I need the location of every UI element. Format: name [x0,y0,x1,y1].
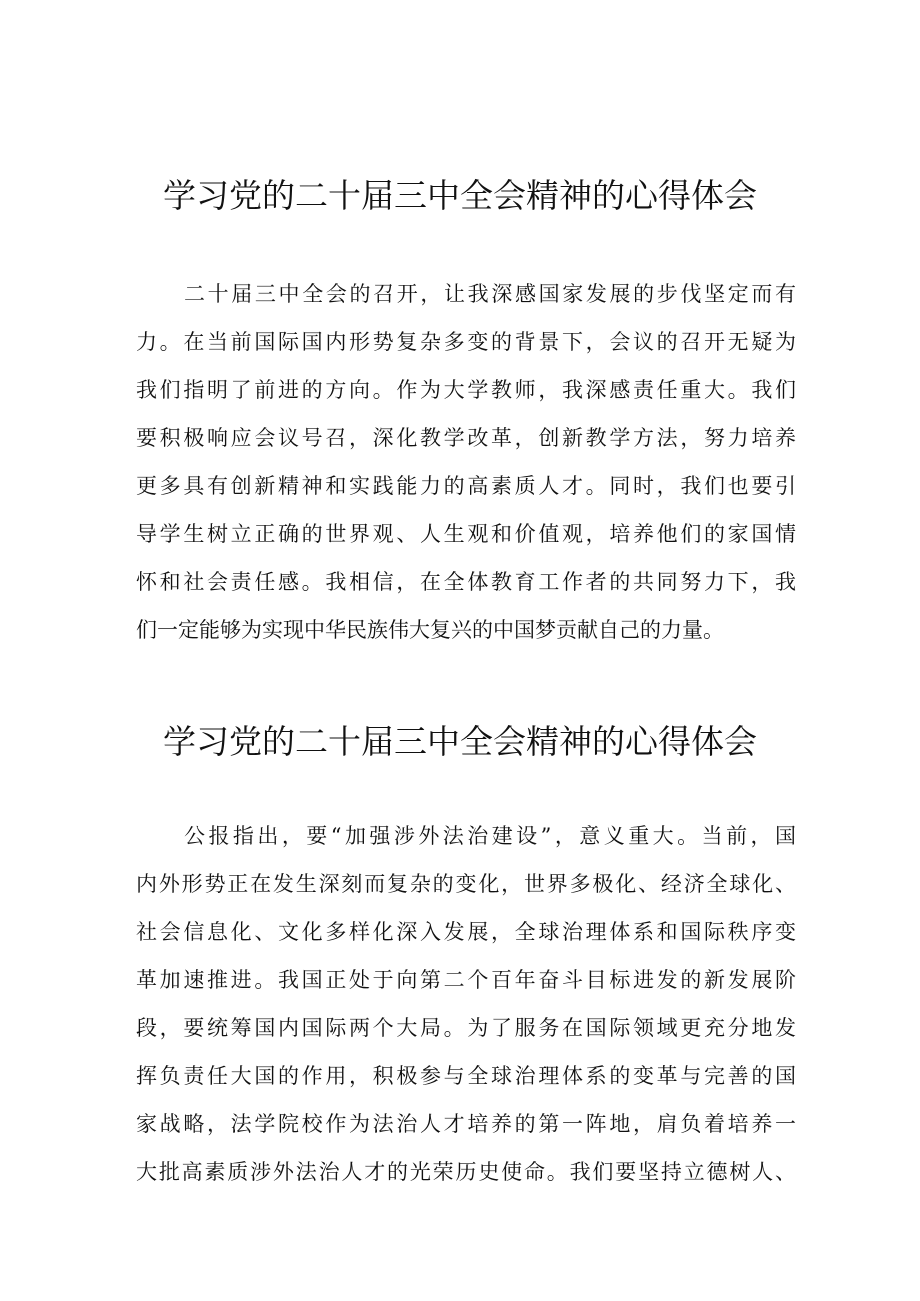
paragraph-line: 力。在当前国际国内形势复杂多变的背景下，会议的召开无疑为 [136,330,796,354]
paragraph-line: 公报指出，要“加强涉外法治建设”，意义重大。当前，国 [184,824,796,848]
paragraph [136,812,796,1196]
paragraph-line: 大批高素质涉外法治人才的光荣历史使命。我们要坚持立德树人、 [136,1160,796,1184]
paragraph-line: 们一定能够为实现中华民族伟大复兴的中国梦贡献自己的力量。 [136,618,724,642]
paragraph-line: 革加速推进。我国正处于向第二个百年奋斗目标进发的新发展阶 [136,968,796,992]
paragraph-line: 怀和社会责任感。我相信，在全体教育工作者的共同努力下，我 [136,570,796,594]
paragraph-line: 家战略，法学院校作为法治人才培养的第一阵地，肩负着培养一 [136,1112,796,1136]
paragraph-line: 二十届三中全会的召开，让我深感国家发展的步伐坚定而有 [184,282,796,306]
paragraph [136,270,796,654]
paragraph-line: 导学生树立正确的世界观、人生观和价值观，培养他们的家国情 [136,522,796,546]
paragraph-line: 段，要统筹国内国际两个大局。为了服务在国际领域更充分地发 [136,1016,796,1040]
paragraph-line: 我们指明了前进的方向。作为大学教师，我深感责任重大。我们 [136,378,796,402]
section-title: 学习党的二十届三中全会精神的心得体会 [163,176,757,215]
section-title: 学习党的二十届三中全会精神的心得体会 [163,722,757,761]
paragraph-line: 挥负责任大国的作用，积极参与全球治理体系的变革与完善的国 [136,1064,796,1088]
paragraph-line: 内外形势正在发生深刻而复杂的变化，世界多极化、经济全球化、 [136,872,796,896]
paragraph-line: 社会信息化、文化多样化深入发展，全球治理体系和国际秩序变 [136,920,796,944]
paragraph-line: 要积极响应会议号召，深化教学改革，创新教学方法，努力培养 [136,426,796,450]
paragraph-line: 更多具有创新精神和实践能力的高素质人才。同时，我们也要引 [136,474,796,498]
